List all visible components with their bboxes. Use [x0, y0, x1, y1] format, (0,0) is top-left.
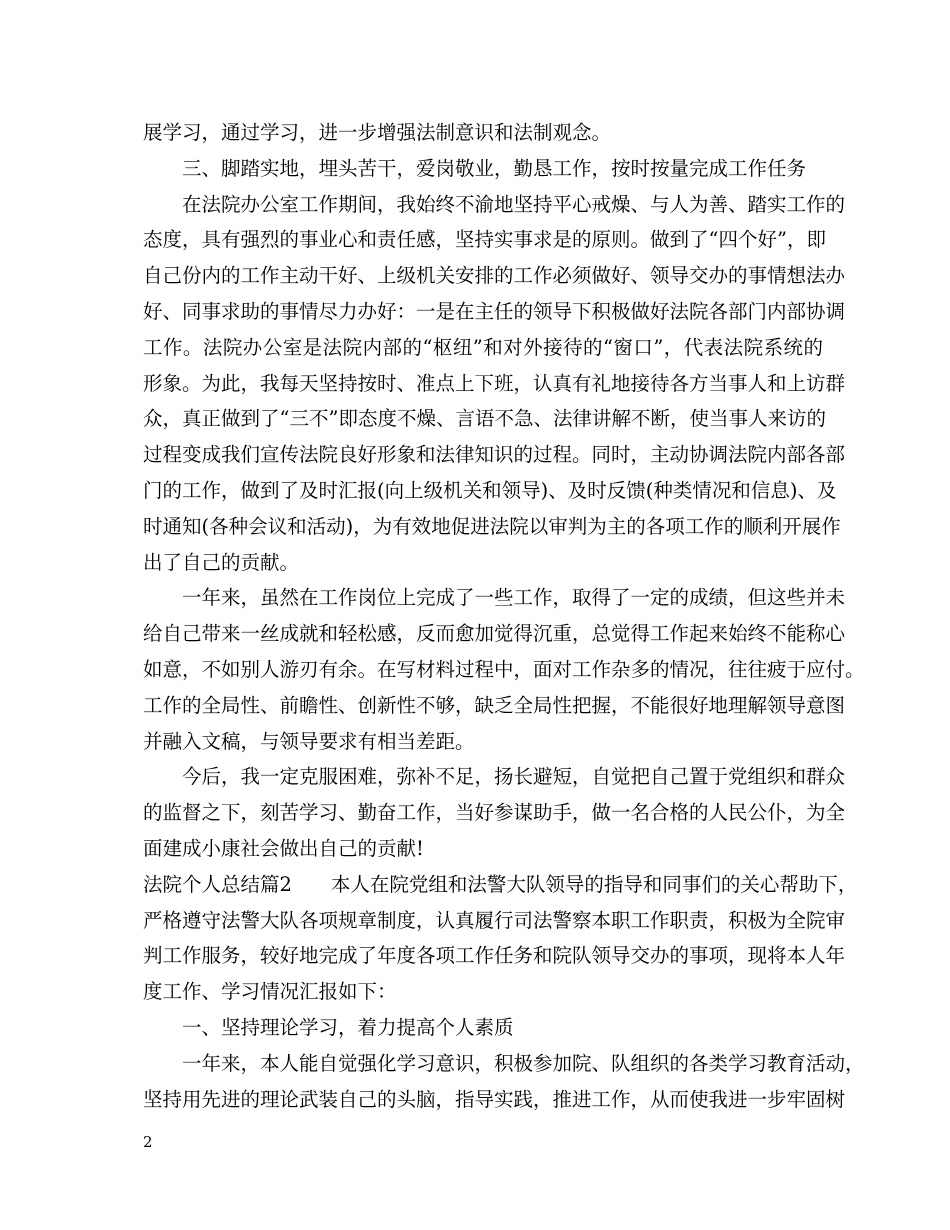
- text-line: 在法院办公室工作期间，我始终不渝地坚持平心戒燥、与人为善、踏实工作的: [182, 192, 846, 216]
- text-line: 自己份内的工作主动干好、上级机关安排的工作必须做好、领导交办的事情想法办: [143, 264, 846, 288]
- text-line: 给自己带来一丝成就和轻松感，反而愈加觉得沉重，总觉得工作起来始终不能称心: [143, 622, 846, 646]
- text-line: 度工作、学习情况汇报如下：: [143, 980, 397, 1004]
- text-line: 工作的全局性、前瞻性、创新性不够，缺乏全局性把握，不能很好地理解领导意图: [143, 693, 846, 717]
- document-body: [143, 115, 865, 1117]
- text-line: 今后，我一定克服困难，弥补不足，扬长避短，自觉把自己置于党组织和群众: [182, 765, 846, 789]
- text-line: 工作。法院办公室是法院内部的“枢纽”和对外接待的“窗口”，代表法院系统的: [143, 335, 823, 359]
- text-line: 一年来，虽然在工作岗位上完成了一些工作，取得了一定的成绩，但这些并未: [182, 586, 846, 610]
- text-line: 严格遵守法警大队各项规章制度，认真履行司法警察本职工作职责，积极为全院审: [143, 908, 846, 932]
- section-heading: 一、坚持理论学习，着力提高个人素质: [182, 1015, 514, 1039]
- text-line: 时通知(各种会议和活动)，为有效地促进法院以审判为主的各项工作的顺利开展作: [143, 514, 841, 538]
- text-line: 展学习，通过学习，进一步增强法制意识和法制观念。: [143, 121, 612, 144]
- text-line: 法院个人总结篇2 本人在院党组和法警大队领导的指导和同事们的关心帮助下，: [143, 872, 858, 896]
- text-line: 门的工作，做到了及时汇报(向上级机关和领导)、及时反馈(种类情况和信息)、及: [143, 478, 837, 502]
- section-heading: 三、脚踏实地，埋头苦干，爱岗敬业，勤恳工作，按时按量完成工作任务: [182, 156, 807, 180]
- text-line: 一年来，本人能自觉强化学习意识，积极参加院、队组织的各类学习教育活动，: [182, 1051, 865, 1075]
- text-line: 的监督之下，刻苦学习、勤奋工作，当好参谋助手，做一名合格的人民公仆，为全: [143, 801, 846, 825]
- text-line: 好、同事求助的事情尽力办好：一是在主任的领导下积极做好法院各部门内部协调: [143, 299, 846, 323]
- text-line: 判工作服务，较好地完成了年度各项工作任务和院队领导交办的事项，现将本人年: [143, 944, 846, 968]
- text-line: 众，真正做到了“三不”即态度不燥、言语不急、法律讲解不断，使当事人来访的: [143, 407, 826, 431]
- text-line: 并融入文稿，与领导要求有相当差距。: [143, 729, 475, 753]
- text-line: 坚持用先进的理论武装自己的头脑，指导实践，推进工作，从而使我进一步牢固树: [143, 1087, 846, 1111]
- text-line: 形象。为此，我每天坚持按时、准点上下班，认真有礼地接待各方当事人和上访群: [143, 371, 846, 395]
- text-line: 面建成小康社会做出自己的贡献!: [143, 836, 424, 860]
- text-line: 态度，具有强烈的事业心和责任感，坚持实事求是的原则。做到了“四个好”，即: [143, 228, 826, 252]
- text-line: 出了自己的贡献。: [143, 550, 300, 574]
- text-line: 如意，不如别人游刃有余。在写材料过程中，面对工作杂多的情况，往往疲于应付。: [143, 657, 865, 681]
- page-number: 2: [143, 1133, 153, 1151]
- text-line: 过程变成我们宣传法院良好形象和法律知识的过程。同时，主动协调法院内部各部: [143, 443, 846, 467]
